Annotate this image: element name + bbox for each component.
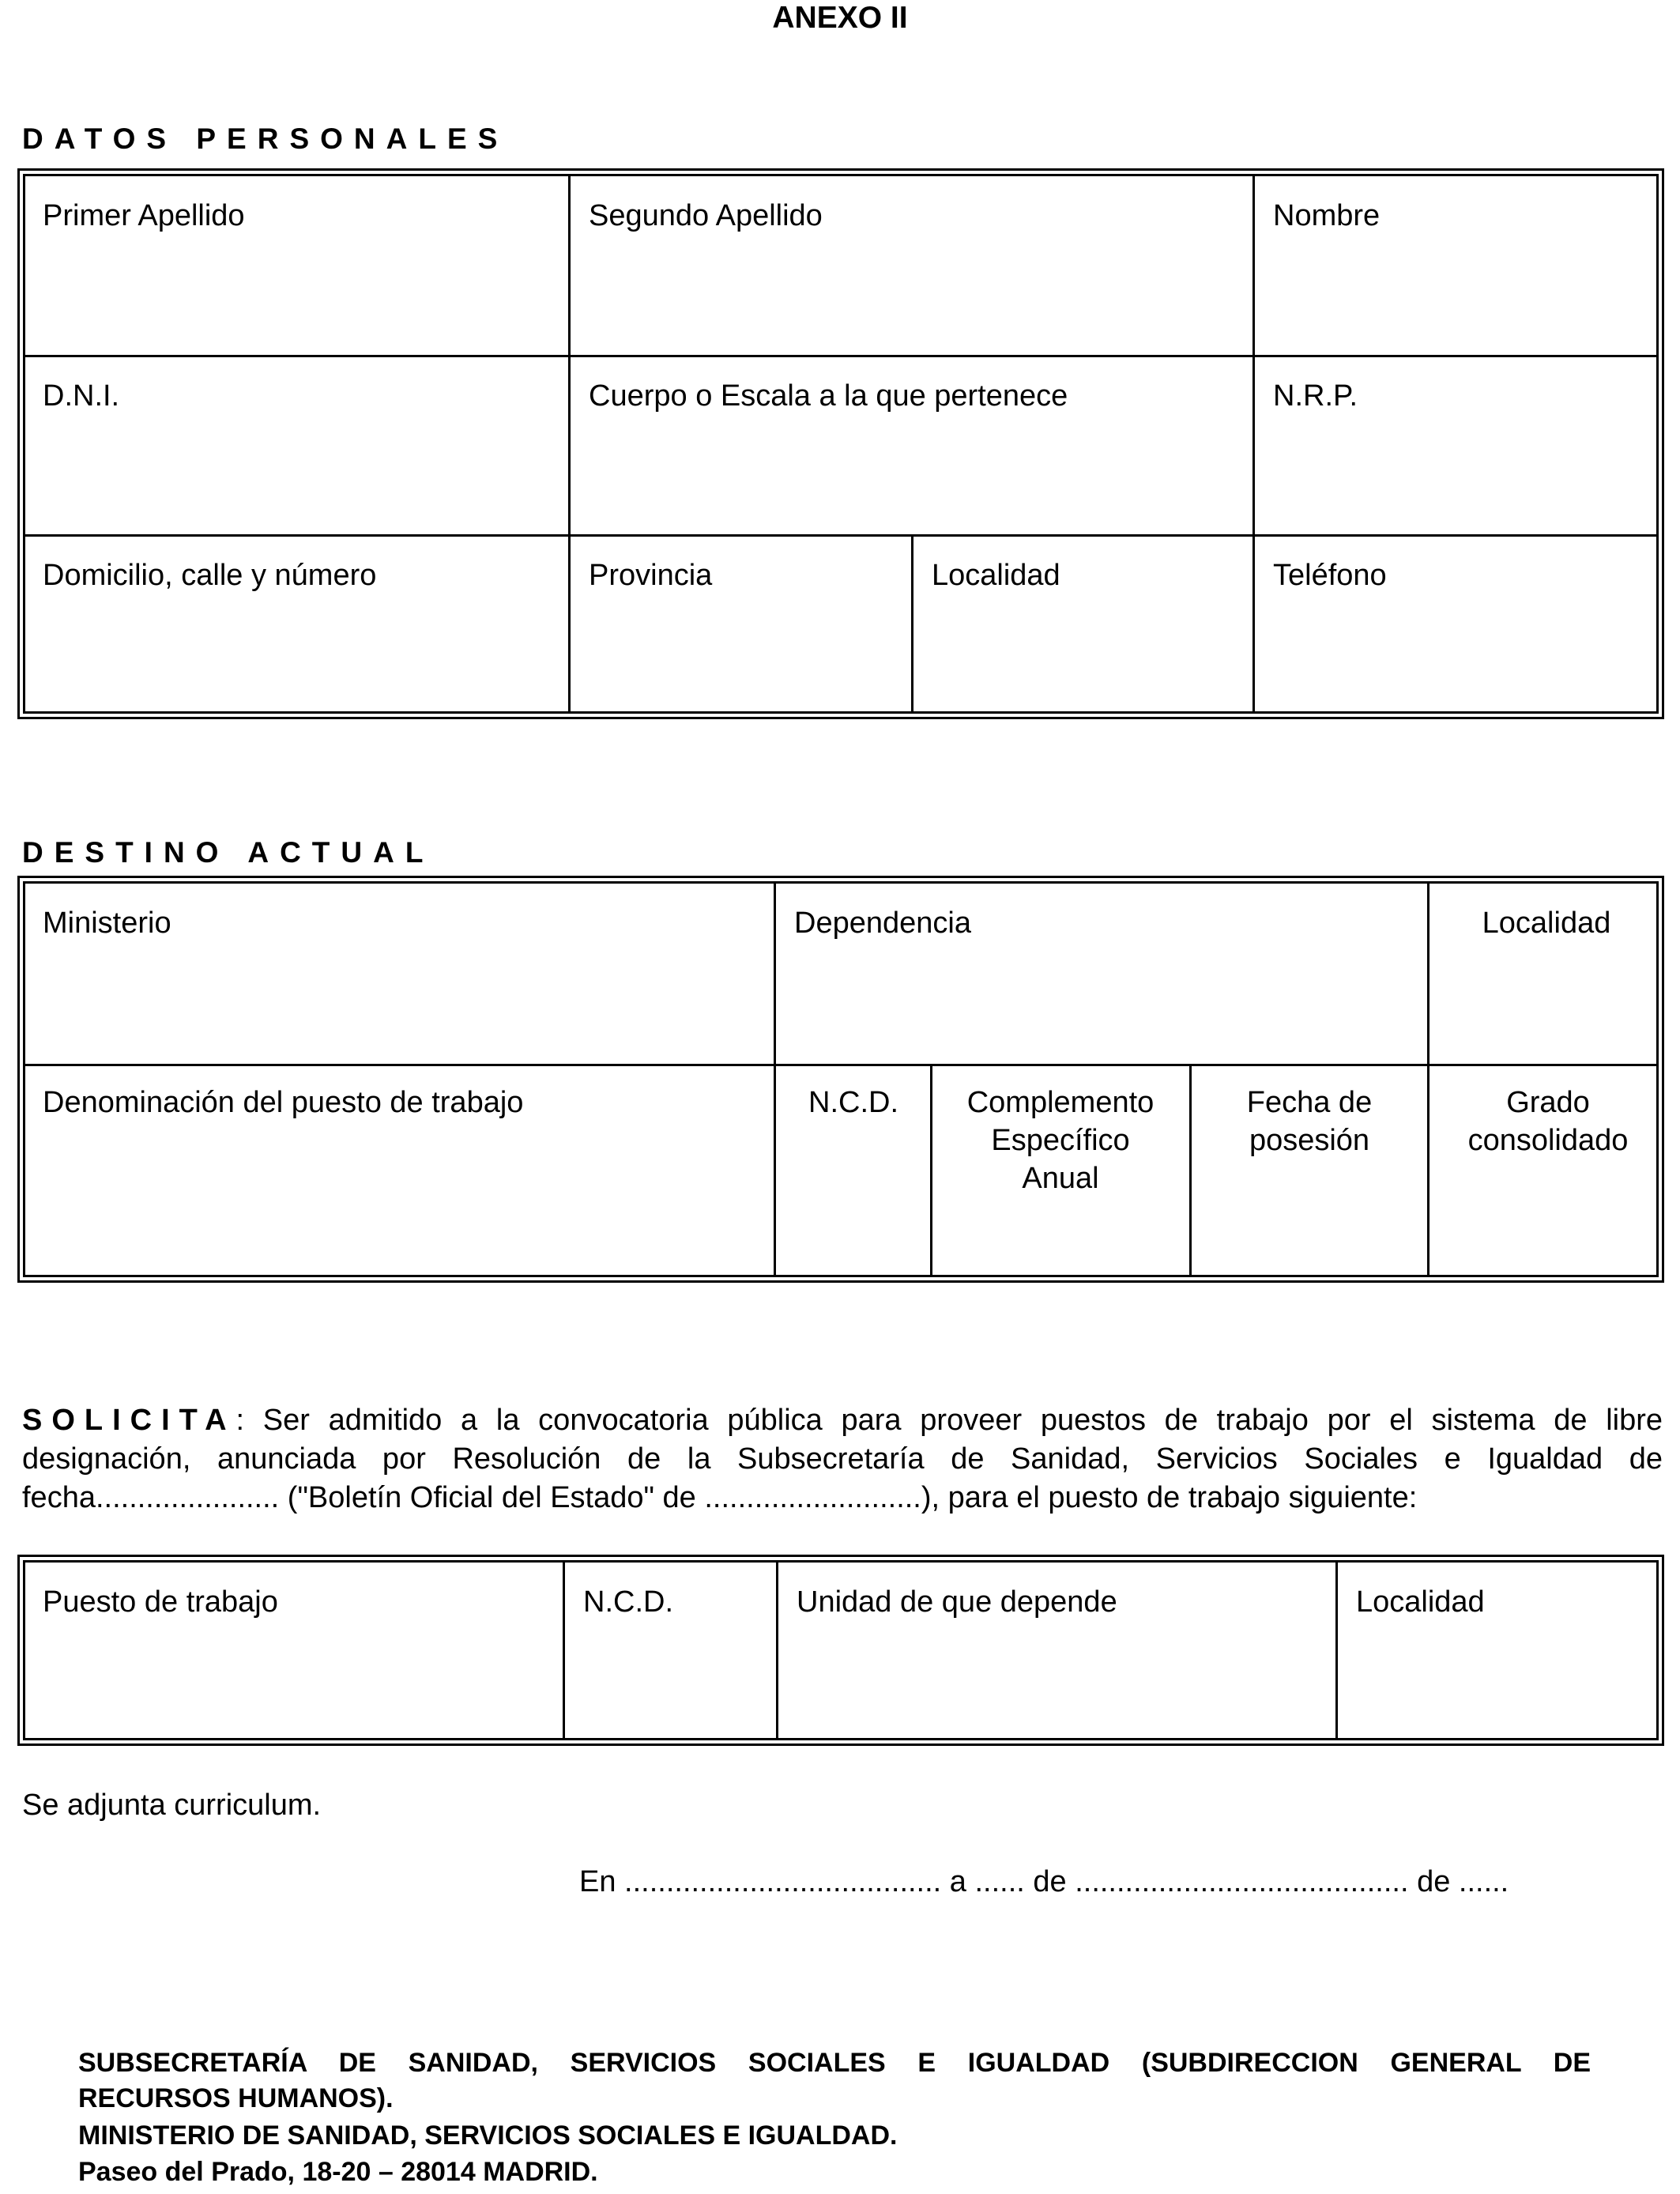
localidad-puesto-field[interactable]: Localidad <box>1356 1585 1485 1619</box>
complemento-especifico-field[interactable]: Complemento Específico Anual <box>966 1086 1155 1195</box>
domicilio-field[interactable]: Domicilio, calle y número <box>43 559 377 592</box>
footer-line-2: RECURSOS HUMANOS). <box>78 2083 394 2113</box>
dni-field[interactable]: D.N.I. <box>43 379 120 413</box>
fecha-posesion-field[interactable]: Fecha de posesión <box>1246 1086 1373 1157</box>
nrp-field[interactable]: N.R.P. <box>1273 379 1358 413</box>
nombre-field[interactable]: Nombre <box>1273 199 1381 232</box>
footer-line-3: MINISTERIO DE SANIDAD, SERVICIOS SOCIALES E IGUALDAD. <box>78 2120 898 2151</box>
ncd-destino-field[interactable]: N.C.D. <box>808 1086 898 1119</box>
unidad-depende-field[interactable]: Unidad de que depende <box>797 1585 1117 1619</box>
segundo-apellido-field[interactable]: Segundo Apellido <box>589 199 823 232</box>
solicita-paragraph <box>22 1401 1663 1517</box>
ministerio-field[interactable]: Ministerio <box>43 907 171 940</box>
dependencia-field[interactable]: Dependencia <box>794 907 971 940</box>
annex-title: ANEXO II <box>772 1 908 35</box>
grado-consolidado-field[interactable]: Grado consolidado <box>1467 1086 1629 1157</box>
cuerpo-escala-field[interactable]: Cuerpo o Escala a la que pertenece <box>589 379 1068 413</box>
solicita-keyword: SOLICITA <box>22 1404 236 1437</box>
datos-personales-table <box>17 168 1664 719</box>
denominacion-puesto-field[interactable]: Denominación del puesto de trabajo <box>43 1086 524 1119</box>
localidad-field[interactable]: Localidad <box>932 559 1060 592</box>
footer-line-4: Paseo del Prado, 18-20 – 28014 MADRID. <box>78 2157 598 2187</box>
puesto-trabajo-field[interactable]: Puesto de trabajo <box>43 1585 278 1619</box>
footer-line-1: SUBSECRETARÍA DE SANIDAD, SERVICIOS SOCIALES E IGUALDAD (SUBDIRECCION GENERAL DE <box>78 2048 1591 2078</box>
provincia-field[interactable]: Provincia <box>589 559 713 592</box>
datos-personales-heading: DATOS PERSONALES <box>22 123 509 155</box>
localidad-destino-field[interactable]: Localidad <box>1482 907 1611 940</box>
puesto-table <box>17 1555 1664 1746</box>
telefono-field[interactable]: Teléfono <box>1273 559 1387 592</box>
destino-actual-table <box>17 876 1664 1283</box>
ncd-puesto-field[interactable]: N.C.D. <box>583 1585 673 1619</box>
lugar-fecha-line: En ...................................... a ...... de ........................................ de ...... <box>579 1865 1509 1898</box>
adjunta-curriculum: Se adjunta curriculum. <box>22 1789 322 1822</box>
solicita-text: : Ser admitido a la convocatoria pública para proveer puestos de trabajo por el sistema de libre designación, anunciada por Resolución de la Subsecretaría de Sanidad, Servicios Sociales e Igualdad de fecha...................... ("Boletín Oficial del Estado" de ..........................), para el puesto de trabajo siguiente: <box>22 1404 1663 1514</box>
primer-apellido-field[interactable]: Primer Apellido <box>43 199 245 232</box>
destino-actual-heading: DESTINO ACTUAL <box>22 836 435 869</box>
